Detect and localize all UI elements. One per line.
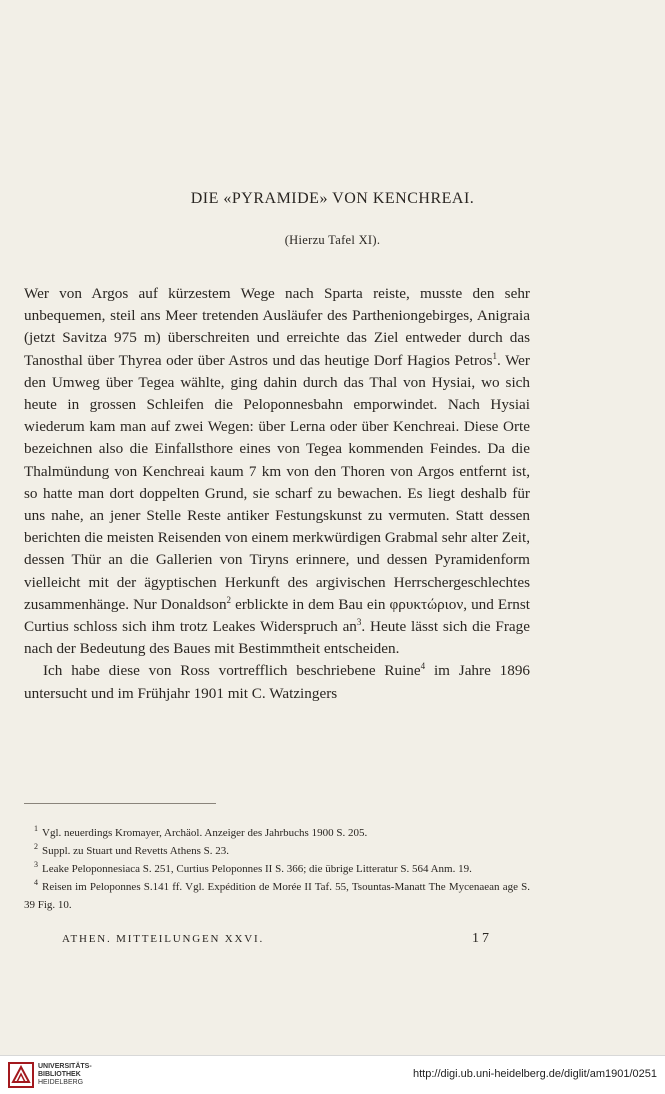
footnote-ref-1: 1 bbox=[492, 350, 498, 361]
footnotes bbox=[24, 824, 530, 914]
footnote-3: 3 Leake Peloponnesiaca S. 251, Curtius Peloponnes II S. 366; die übrige Litteratur S. 564 Anm. 19. bbox=[34, 860, 472, 875]
library-name[interactable]: UNIVERSITÄTS- BIBLIOTHEK HEIDELBERG bbox=[38, 1063, 92, 1086]
footnote-ref-3: 3 bbox=[356, 616, 362, 627]
article-title: DIE «PYRAMIDE» VON KENCHREAI. bbox=[190, 190, 475, 207]
paragraph-1: Wer von Argos auf kürzestem Wege nach Sparta reiste, musste den sehr unbequemen, steil ans Meer tretenden Ausläufer des Partheniongebirges, Anigraia (jetzt Savitza 975 m) überschreiten und erreichte das Ziel entweder durch das Tanosthal über Thyrea oder über Astros und das heutige Dorf Hagios Petros$^1$. Wer den Umweg über Tegea wählte, ging dahin durch das Thal von Hysiai, wo sich heute in grossen Schleifen die Peloponnesbahn emporwindet. Nach Hysiai wiederum kam man auf zwei Wegen: über Lerna oder über Kenchreai. Diese Orte bezeichnen also die Einfallsthore eines von Tegea kommenden Feindes. Da die Thalmündung von Kenchreai kaum 7 km von den Thoren von Argos entfernt ist, so hatte man dort doppelten Grund, sie scharf zu bewachen. Es liegt deshalb für uns nahe, an jener Stelle Reste antiker Festungskunst zu vermuten. Statt dessen berichten die meisten Reisenden von einem merkwürdigen Grabmal sehr alter Zeit, dessen Thür an die Gallerien von Tiryns erinnere, und dessen Pyramidenform vielleicht mit der ägyptischen Herkunft des argivischen Herrschergeschlechtes zusammenhänge. Nur Donaldson$^2$ erblickte in dem Bau ein φρυκτώριον, und Ernst Curtius schloss sich ihm trotz Leakes Widerspruch $an^3$. Heute lässt sich die Frage nach der Bedeutung des Baues mit Bestimmtheit entscheiden. bbox=[24, 285, 530, 658]
footnote-1: 1 Vgl. neuerdings Kromayer, Archäol. Anzeiger des Jahrbuchs 1900 S. 205. bbox=[34, 824, 368, 839]
footnote-ref-2: 2 bbox=[226, 594, 232, 605]
paragraph-2: Ich habe diese von Ross vortrefflich beschriebene Ruine$^4$ im Jahre 1896 untersucht und im Frühjahr 1901 mit C. Watzingers bbox=[24, 661, 531, 702]
running-footer bbox=[62, 933, 492, 945]
sheet-number: 17 bbox=[472, 931, 492, 946]
footnote-divider bbox=[24, 803, 216, 804]
heidelberg-library-logo-icon[interactable] bbox=[8, 1062, 34, 1088]
viewer-footer-bar bbox=[0, 1055, 665, 1094]
footnote-2: 2 Suppl. zu Stuart und Revetts Athens S. 23. bbox=[34, 842, 229, 857]
body-text bbox=[24, 283, 530, 705]
article-subtitle: (Hierzu Tafel XI). bbox=[284, 233, 381, 247]
page-url-link[interactable]: http://digi.ub.uni-heidelberg.de/diglit/am1901/0251 bbox=[412, 1068, 657, 1080]
footnote-ref-4: 4 bbox=[420, 661, 426, 672]
journal-signature: ATHEN. MITTEILUNGEN XXVI. bbox=[62, 933, 265, 945]
footnote-4: 4 Reisen im Peloponnes S.141 ff. Vgl. Expédition de Morée II Taf. 55, Tsountas-Manatt The Mycenaean age S. 39 Fig. 10. bbox=[24, 878, 530, 911]
